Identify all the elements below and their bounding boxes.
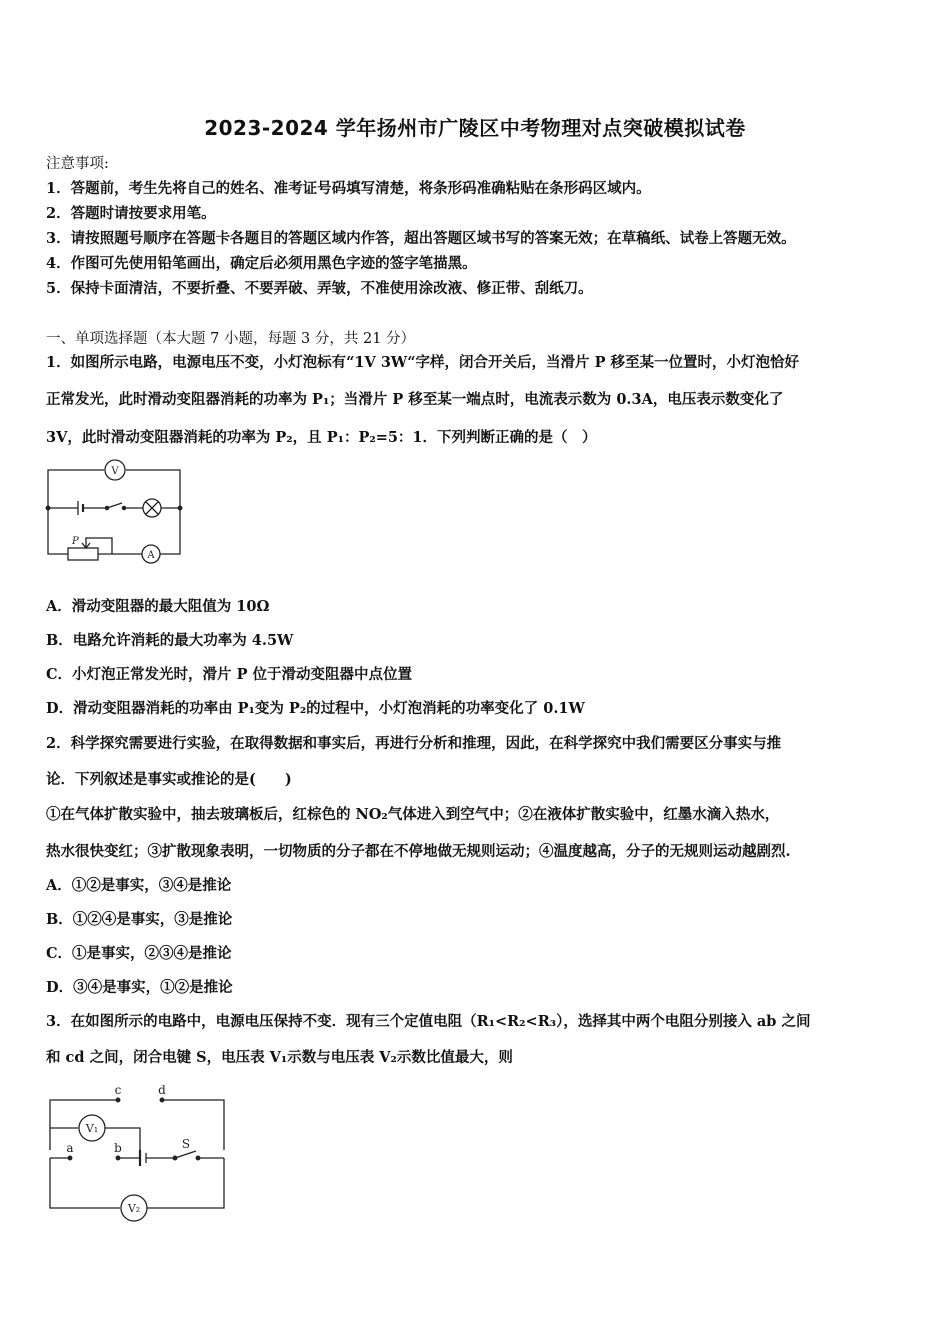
q1-option-a: A．滑动变阻器的最大阻值为 10Ω bbox=[46, 598, 270, 615]
rheostat-icon bbox=[68, 548, 98, 560]
page-title: 2023-2024 学年扬州市广陵区中考物理对点突破模拟试卷 bbox=[204, 116, 746, 140]
q1-option-b: B．电路允许消耗的最大功率为 4.5W bbox=[46, 632, 294, 649]
terminal-a-label: a bbox=[66, 1141, 74, 1155]
q3-circuit-diagram bbox=[44, 1080, 234, 1229]
notice-item: 1．答题前，考生先将自己的姓名、准考证号码填写清楚，将条形码准确粘贴在条形码区域内。 bbox=[46, 180, 651, 197]
q2-option-b: B．①②④是事实，③是推论 bbox=[46, 911, 233, 928]
terminal-c-label: c bbox=[114, 1083, 122, 1097]
slider-label: P bbox=[72, 536, 79, 547]
q1-circuit-diagram bbox=[44, 458, 189, 574]
q2-stem-line: ①在气体扩散实验中，抽去玻璃板后，红棕色的 NO₂气体进入到空气中；②在液体扩散实验中，红墨水滴入热水， bbox=[46, 806, 780, 823]
q2-stem-line: 论．下列叙述是事实或推论的是( ) bbox=[46, 771, 292, 788]
v1-label: V₁ bbox=[85, 1122, 99, 1135]
q1-stem-line: 正常发光，此时滑动变阻器消耗的功率为 P₁；当滑片 P 移至某一端点时，电流表示数为 0.3A，电压表示数变化了 bbox=[46, 391, 784, 408]
q2-option-d: D．③④是事实，①②是推论 bbox=[46, 979, 233, 996]
q1-option-c: C．小灯泡正常发光时，滑片 P 位于滑动变阻器中点位置 bbox=[46, 666, 413, 683]
ammeter-label: A bbox=[147, 550, 155, 561]
v2-label: V₂ bbox=[127, 1202, 141, 1215]
notice-item: 5．保持卡面清洁，不要折叠、不要弄破、弄皱，不准使用涂改液、修正带、刮纸刀。 bbox=[46, 280, 593, 297]
voltmeter-label: V bbox=[111, 466, 119, 477]
q2-stem-line: 2．科学探究需要进行实验，在取得数据和事实后，再进行分析和推理，因此，在科学探究中我们需要区分事实与推 bbox=[46, 735, 782, 752]
q2-option-c: C．①是事实，②③④是推论 bbox=[46, 945, 232, 962]
switch-s-label: S bbox=[181, 1137, 191, 1151]
q1-option-d: D．滑动变阻器消耗的功率由 P₁变为 P₂的过程中，小灯泡消耗的功率变化了 0.1W bbox=[46, 700, 585, 717]
notice-item: 2．答题时请按要求用笔。 bbox=[46, 205, 216, 222]
q3-stem-line: 3．在如图所示的电路中，电源电压保持不变．现有三个定值电阻（R₁<R₂<R₃），选择其中两个电阻分别接入 ab 之间 bbox=[46, 1013, 811, 1030]
q3-stem-line: 和 cd 之间，闭合电键 S，电压表 V₁示数与电压表 V₂示数比值最大，则 bbox=[46, 1049, 513, 1066]
section-heading: 一、单项选择题（本大题 7 小题，每题 3 分，共 21 分） bbox=[46, 331, 416, 347]
q2-stem-line: 热水很快变红；③扩散现象表明，一切物质的分子都在不停地做无规则运动；④温度越高，分子的无规则运动越剧烈. bbox=[46, 843, 791, 860]
q2-option-a: A．①②是事实，③④是推论 bbox=[46, 877, 232, 894]
notice-heading: 注意事项: bbox=[46, 156, 109, 172]
terminal-b-label: b bbox=[114, 1141, 122, 1155]
q1-stem-line: 1．如图所示电路，电源电压不变，小灯泡标有“1V 3W“字样，闭合开关后，当滑片 P 移至某一位置时，小灯泡恰好 bbox=[46, 354, 800, 371]
q1-stem-line: 3V，此时滑动变阻器消耗的功率为 P₂，且 P₁：P₂=5：1．下列判断正确的是（ ） bbox=[46, 429, 597, 446]
terminal-d-label: d bbox=[158, 1083, 166, 1097]
notice-item: 4．作图可先使用铅笔画出，确定后必须用黑色字迹的签字笔描黑。 bbox=[46, 255, 477, 272]
notice-item: 3．请按照题号顺序在答题卡各题目的答题区域内作答，超出答题区域书写的答案无效；在草稿纸、试卷上答题无效。 bbox=[46, 230, 796, 247]
